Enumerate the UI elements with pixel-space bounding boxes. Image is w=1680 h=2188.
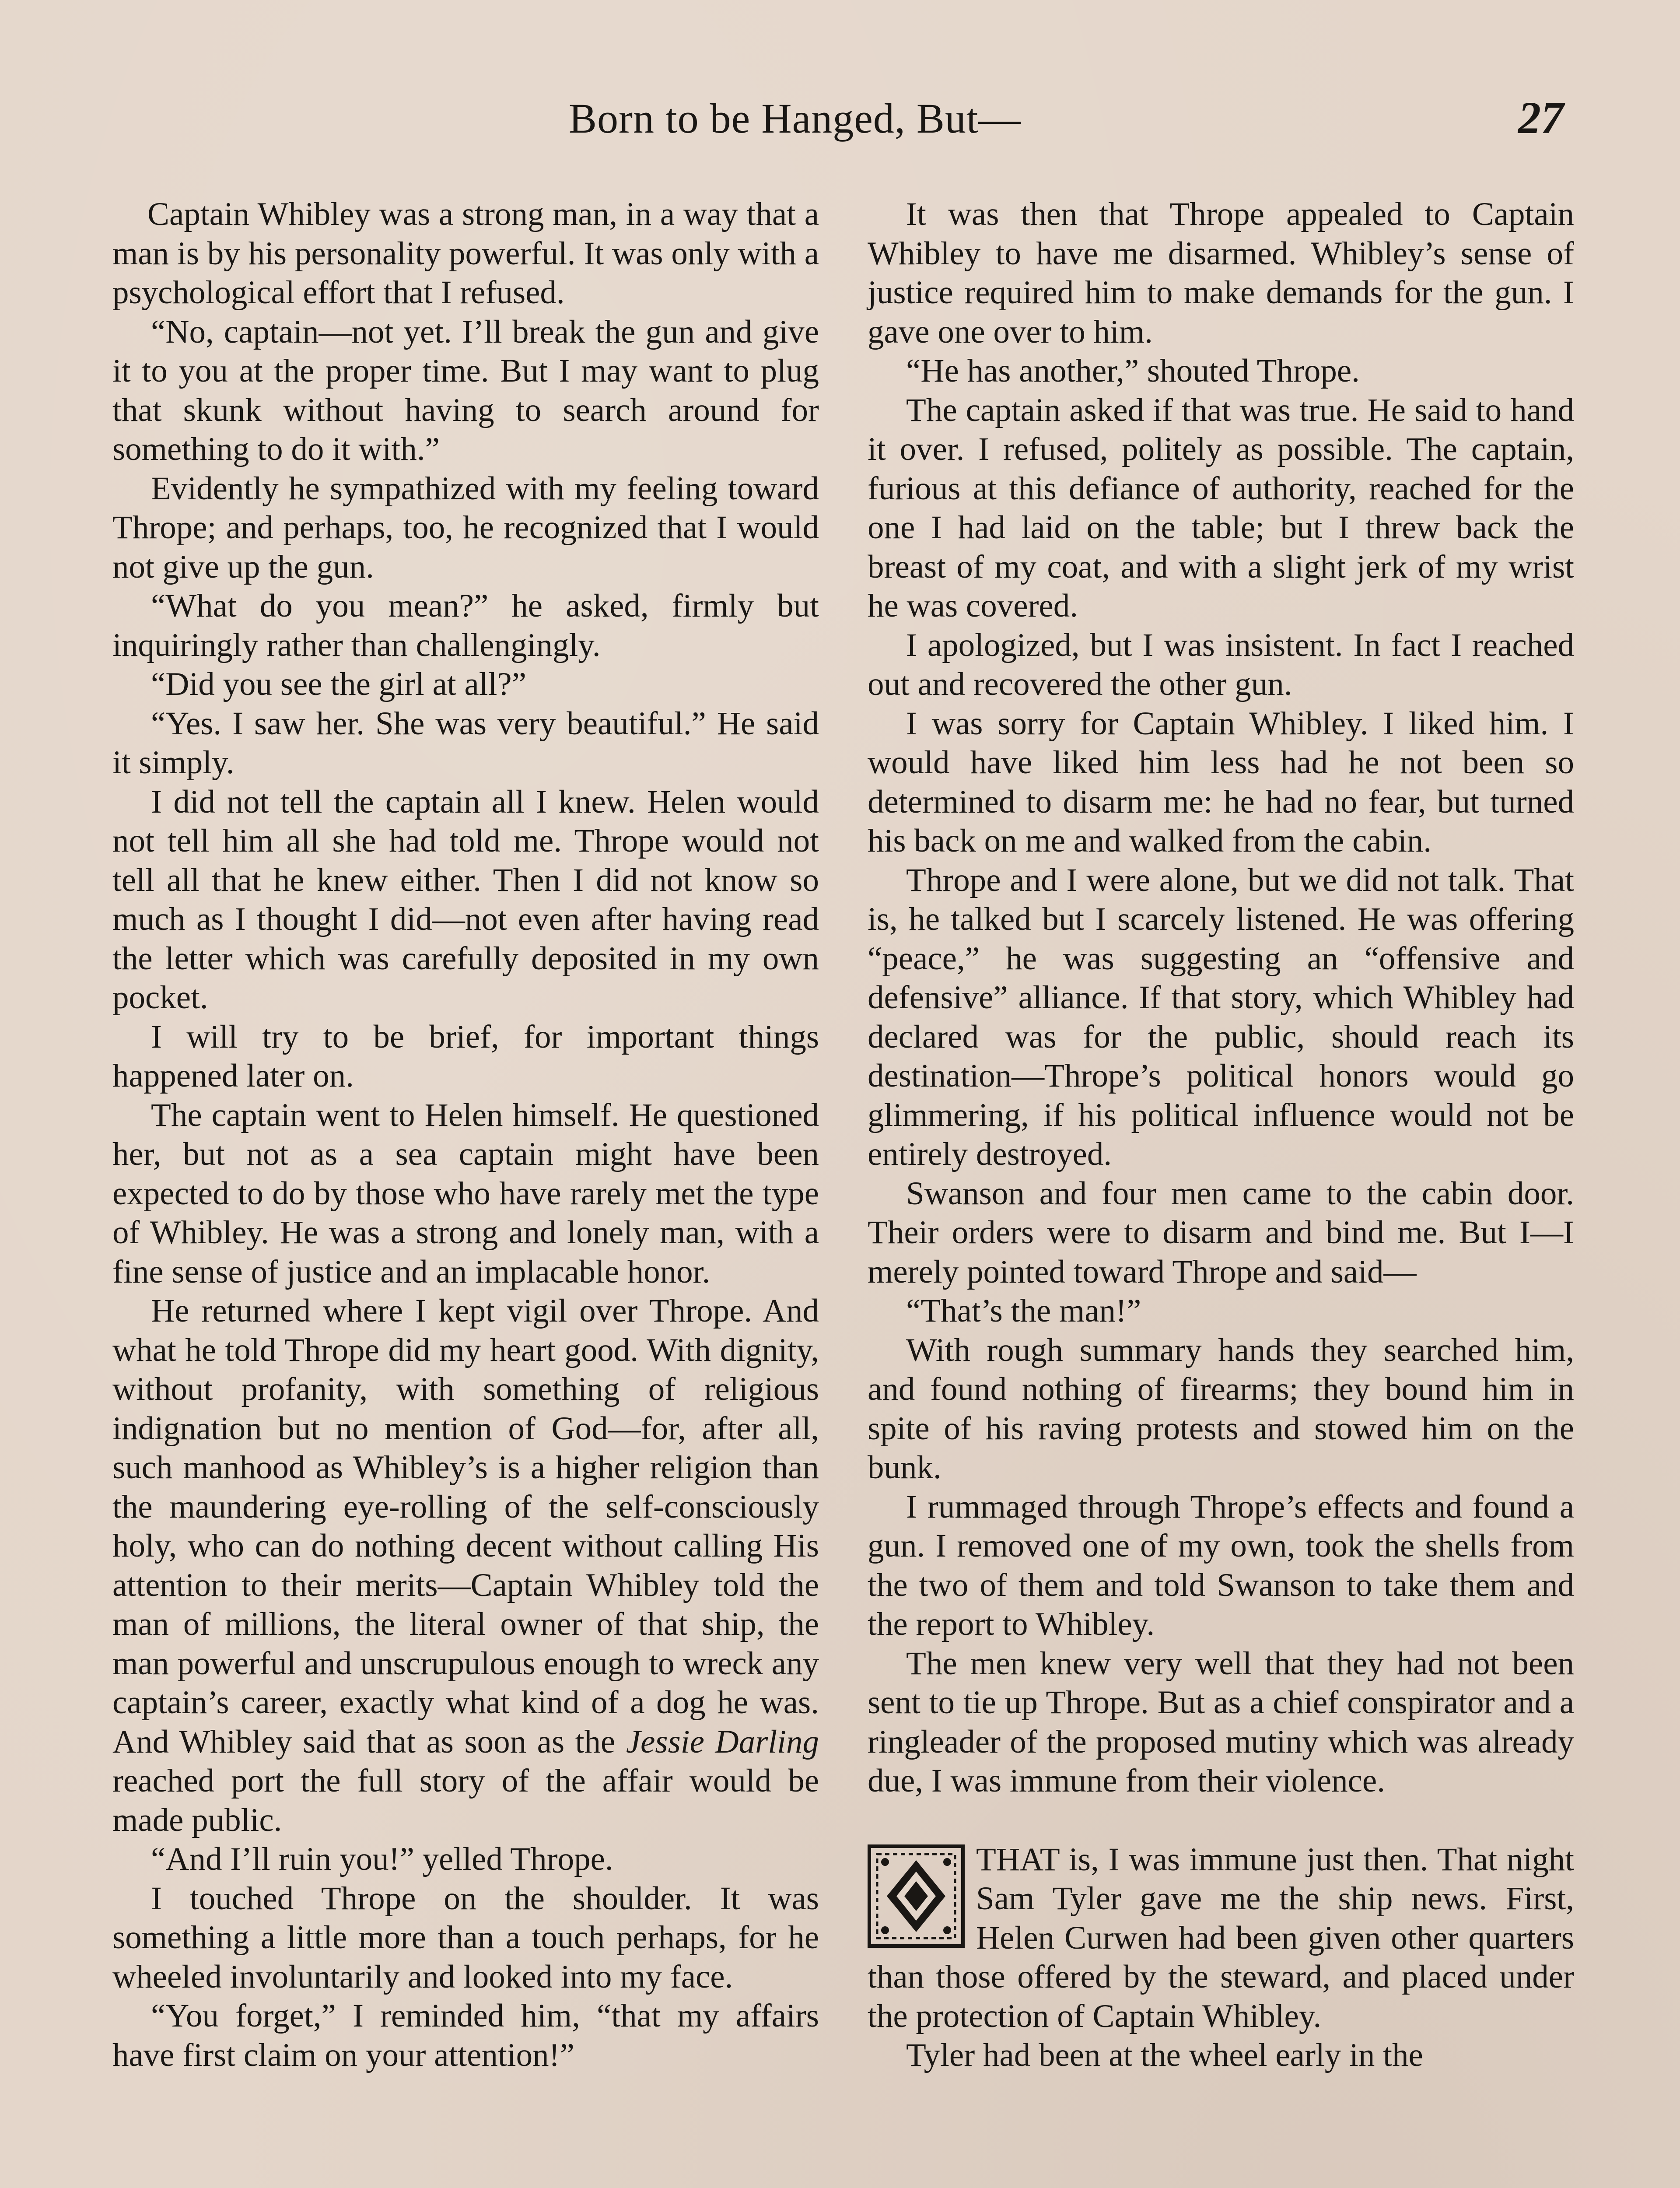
running-title: Born to be Hanged, But— [569,95,1021,142]
paragraph-text: He returned where I kept vigil over Thrope. And what he told Thrope did my heart good. With dignity, without profanity, with something of religious indignation but no mention of God—for, after all, such manhood as Whibley’s is a higher religion than the maundering eye-rolling of the self-consciously holy, who can do nothing decent without calling His attention to their merits—Captain Whibley told the man of millions, the literal owner of that ship, the man powerful and unscrupulous enough to wreck any captain’s career, exactly what kind of a dog he was. And Whibley said that as soon as the [112,1293,819,1760]
paragraph: “And I’ll ruin you!” yelled Thrope. [151,1841,613,1877]
paragraph: “No, captain—not yet. I’ll break the gun and give it to you at the proper time. But I may want to plug that skunk without having to search around for something to do it with.” [112,313,819,467]
paragraph: “He has another,” shouted Thrope. [906,353,1360,389]
paragraph: Evidently he sympathized with my feeling toward Thrope; and perhaps, too, he recognized that I would not give up the gun. [112,470,819,585]
paragraph: Thrope and I were alone, but we did not talk. That is, he talked but I scarcely listened. He was offering “peace,” he was suggesting an “offensive and defensive” alliance. If that story, which Whibley had declared was for the public, should reach its destination—Thrope’s political honors would go glimmering, if his political influence would not be entirely destroyed. [868,862,1574,1172]
page-number: 27 [1518,93,1564,143]
paragraph: The captain went to Helen himself. He questioned her, but not as a sea captain might have been expected to do by those who have rarely met the type of Whibley. He was a strong and lonely man, with a fine sense of justice and an implacable honor. [112,1097,819,1290]
paragraph-text: reached port the full story of the affair would be made public. [112,1763,819,1838]
paragraph: I apologized, but I was insistent. In fact I reached out and recovered the other gun. [868,627,1574,702]
paragraph: With rough summary hands they searched him, and found nothing of firearms; they bound him in spite of his raving protests and stowed him on the bunk. [868,1332,1574,1486]
paragraph: “That’s the man!” [906,1293,1141,1329]
paragraph: I did not tell the captain all I knew. Helen would not tell him all she had told me. Thrope would not tell all that he knew either. Then I did not know so much as I thought I did—not even after having read the letter which was carefully deposited in my own pocket. [112,783,819,1016]
section-opening-text: THAT is, I was immune just then. That night Sam Tyler gave me the ship news. First, Helen Curwen had been given other quarters than those offered by the steward, and placed under the protection of Captain Whibley. [868,1841,1574,2034]
paragraph: I was sorry for Captain Whibley. I liked him. I would have liked him less had he not been so determined to disarm me: he had no fear, but turned his back on me and walked from the cabin. [868,705,1574,859]
paragraph: I touched Thrope on the shoulder. It was something a little more than a touch perhaps, for he wheeled involuntarily and looked into my face. [112,1880,819,1995]
paragraph: Captain Whibley was a strong man, in a way that a man is by his personality powerful. It was only with a psychological effort that I refused. [112,196,819,311]
paragraph: “You forget,” I reminded him, “that my affairs have first claim on your attention!” [112,1998,819,2073]
paragraph: The men knew very well that they had not been sent to tie up Thrope. But as a chief conspirator and a ringleader of the proposed mutiny which was already due, I was immune from their violence. [868,1645,1574,1799]
paragraph: Swanson and four men came to the cabin door. Their orders were to disarm and bind me. But I—I merely pointed toward Thrope and said— [868,1175,1574,1290]
paragraph: It was then that Thrope appealed to Captain Whibley to have me disarmed. Whibley’s sense of justice required him to make demands for the gun. I gave one over to him. [868,196,1574,350]
paragraph: I will try to be brief, for important things happened later on. [112,1018,819,1094]
decorative-drop-cap-ornament-icon [868,1844,965,1948]
ship-name: Jessie Darling [626,1723,819,1760]
section-opening-paragraph [868,1840,1574,2036]
paragraph [112,1291,819,1840]
left-column [112,195,819,2075]
paragraph: Tyler had been at the wheel early in the [906,2037,1423,2073]
paragraph: “Yes. I saw her. She was very beautiful.” He said it simply. [112,705,819,781]
paragraph: I rummaged through Thrope’s effects and found a gun. I removed one of my own, took the shells from the two of them and told Swanson to take them and the report to Whibley. [868,1488,1574,1642]
paragraph: “Did you see the girl at all?” [151,666,526,702]
paragraph: The captain asked if that was true. He said to hand it over. I refused, politely as possible. The captain, furious at this defiance of authority, reached for the one I had laid on the table; but I threw back the breast of my coat, and with a slight jerk of my wrist he was covered. [868,392,1574,624]
paragraph: “What do you mean?” he asked, firmly but inquiringly rather than challengingly. [112,588,819,663]
right-column [868,195,1574,2075]
